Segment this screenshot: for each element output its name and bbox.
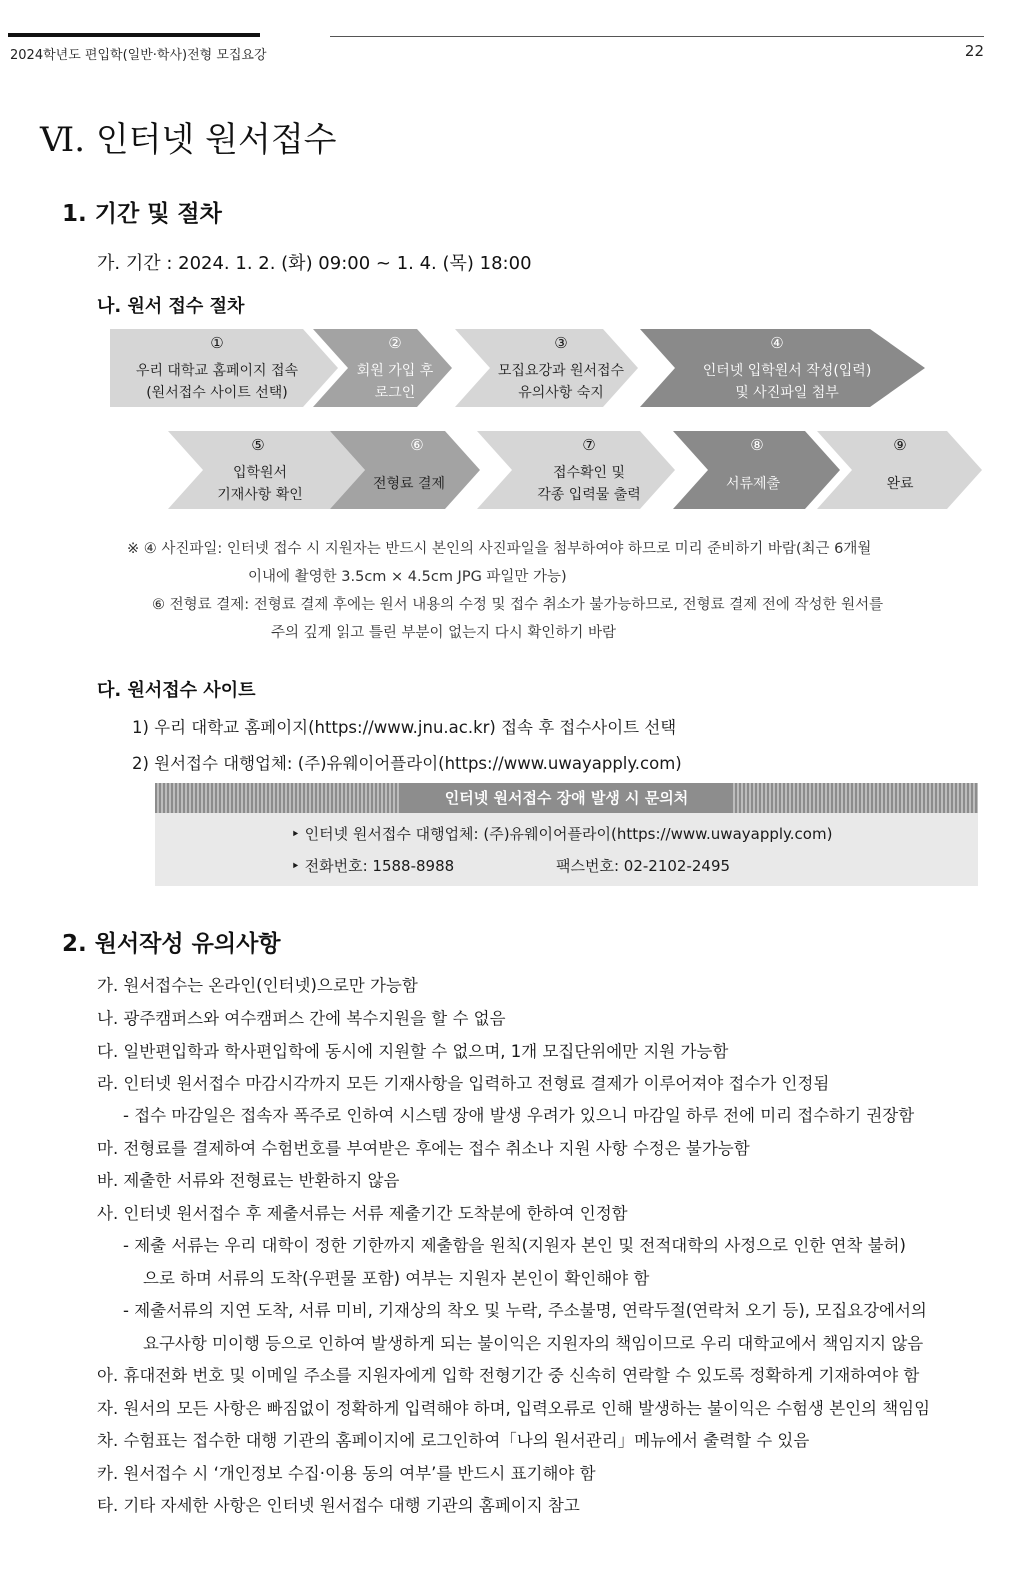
step-3-line1: 모집요강과 원서접수 [497,363,625,379]
step-6-line1: 전형료 결제 [372,476,446,492]
step-3 [455,329,638,407]
step-4 [640,329,925,407]
period-text: 가. 기간 : 2024. 1. 2. (화) 09:00 ~ 1. 4. (목) 18:00 [97,253,532,274]
contact-box-title: 인터넷 원서접수 장애 발생 시 문의처 [444,789,689,807]
step-9 [817,431,982,509]
notice-item-na: 나. 광주캠퍼스와 여수캠퍼스 간에 복수지원을 할 수 없음 [97,1009,506,1028]
step-1-line1: 우리 대학교 홈페이지 접속 [135,363,299,379]
site-item-1: 1) 우리 대학교 홈페이지(https://www.jnu.ac.kr) 접속 후 접수사이트 선택 [132,718,677,737]
step-2-number: ② [388,334,402,352]
step-1-number: ① [210,334,224,352]
contact-phone: ‣ 전화번호: 1588-8988 [291,857,455,875]
notice-item-ga: 가. 원서접수는 온라인(인터넷)으로만 가능함 [97,976,418,995]
step-5-line2: 기재사항 확인 [217,487,303,503]
step-3-number: ③ [554,334,568,352]
notice-item-ta: 타. 기타 자세한 사항은 인터넷 원서접수 대행 기관의 홈페이지 참고 [97,1496,580,1515]
notice-item-da: 다. 일반편입학과 학사편입학에 동시에 지원할 수 없으며, 1개 모집단위에만 지원 가능함 [97,1042,729,1061]
step-9-line1: 완료 [886,476,914,492]
document-title: 2024학년도 편입학(일반·학사)전형 모집요강 [10,48,267,63]
note-fee-line2: 주의 깊게 읽고 틀린 부분이 없는지 다시 확인하기 바람 [271,625,617,641]
section-title: Ⅵ. 인터넷 원서접수 [40,120,337,160]
step-1-line2: (원서접수 사이트 선택) [146,385,288,401]
notice-item-ka: 카. 원서접수 시 ‘개인정보 수집·이용 동의 여부’를 반드시 표기해야 함 [97,1464,596,1483]
step-7 [477,431,675,509]
step-7-line1: 접수확인 및 [552,465,626,481]
step-6-number: ⑥ [410,436,424,454]
header-rule-thin [330,36,984,37]
step-4-number: ④ [770,334,784,352]
notice-subitem-sa-2b: 요구사항 미이행 등으로 인하여 발생하게 되는 불이익은 지원자의 책임이므로 우리 대학교에서 책임지지 않음 [143,1334,924,1353]
notice-subitem-sa-1b: 으로 하며 서류의 도착(우편물 포함) 여부는 지원자 본인이 확인해야 함 [143,1269,650,1288]
step-2-line2: 로그인 [374,385,416,401]
step-1 [110,329,338,407]
step-4-line1: 인터넷 입학원서 작성(입력) [702,363,872,379]
step-2-line1: 회원 가입 후 [356,363,434,379]
notice-subitem-sa-2a: - 제출서류의 지연 도착, 서류 미비, 기재상의 착오 및 누락, 주소불명, 연락두절(연락처 오기 등), 모집요강에서의 [123,1301,927,1320]
notice-item-sa: 사. 인터넷 원서접수 후 제출서류는 서류 제출기간 도착분에 한하여 인정함 [97,1204,628,1223]
notice-item-ma: 마. 전형료를 결제하여 수험번호를 부여받은 후에는 접수 취소나 지원 사항 수정은 불가능함 [97,1139,750,1158]
note-photo-line1: ※ ④ 사진파일: 인터넷 접수 시 지원자는 반드시 본인의 사진파일을 첨부하여야 하므로 미리 준비하기 바람(최근 6개월 [127,541,872,557]
step-7-number: ⑦ [582,436,596,454]
step-7-line2: 각종 입력물 출력 [537,487,641,503]
procedure-heading: 나. 원서 접수 절차 [97,296,245,317]
procedure-flow-diagram [105,325,985,510]
part1-heading: 1. 기간 및 절차 [62,201,222,227]
page-number: 22 [964,42,984,60]
step-5-line1: 입학원서 [232,465,288,481]
contact-agency: ‣ 인터넷 원서접수 대행업체: (주)유웨이어플라이(https://www.uwayapply.com) [291,825,833,843]
step-5-number: ⑤ [251,436,265,454]
note-fee-line1: ⑥ 전형료 결제: 전형료 결제 후에는 원서 내용의 수정 및 접수 취소가 불가능하므로, 전형료 결제 전에 작성한 원서를 [152,597,884,613]
step-8-line1: 서류제출 [725,476,781,492]
site-heading: 다. 원서접수 사이트 [97,680,256,701]
contact-fax: 팩스번호: 02-2102-2495 [556,857,731,875]
notice-item-ra: 라. 인터넷 원서접수 마감시각까지 모든 기재사항을 입력하고 전형료 결제가 이루어져야 접수가 인정됨 [97,1074,830,1093]
step-5 [168,431,365,509]
site-item-2: 2) 원서접수 대행업체: (주)유웨이어플라이(https://www.uwayapply.com) [132,754,682,773]
step-8 [673,431,840,509]
notice-item-a: 아. 휴대전화 번호 및 이메일 주소를 지원자에게 입학 전형기간 중 신속히 연락할 수 있도록 정확하게 기재하여야 함 [97,1366,920,1385]
notice-subitem-ra: - 접수 마감일은 접속자 폭주로 인하여 시스템 장애 발생 우려가 있으니 마감일 하루 전에 미리 접수하기 권장함 [123,1106,915,1125]
notice-item-ba: 바. 제출한 서류와 전형료는 반환하지 않음 [97,1171,400,1190]
header-rule-thick [8,33,260,37]
step-8-number: ⑧ [750,436,764,454]
step-9-number: ⑨ [893,436,907,454]
notice-subitem-sa-1a: - 제출 서류는 우리 대학이 정한 기한까지 제출함을 원칙(지원자 본인 및 전적대학의 사정으로 인한 연착 불허) [123,1236,906,1255]
step-3-line2: 유의사항 숙지 [518,385,604,401]
step-4-line2: 및 사진파일 첨부 [735,385,839,401]
part2-heading: 2. 원서작성 유의사항 [62,931,281,957]
note-photo-line2: 이내에 촬영한 3.5cm × 4.5cm JPG 파일만 가능) [248,569,567,585]
notice-item-ja: 자. 원서의 모든 사항은 빠짐없이 정확하게 입력해야 하며, 입력오류로 인해 발생하는 불이익은 수험생 본인의 책임임 [97,1399,931,1418]
notice-item-cha: 차. 수험표는 접수한 대행 기관의 홈페이지에 로그인하여「나의 원서관리」메뉴에서 출력할 수 있음 [97,1431,810,1450]
